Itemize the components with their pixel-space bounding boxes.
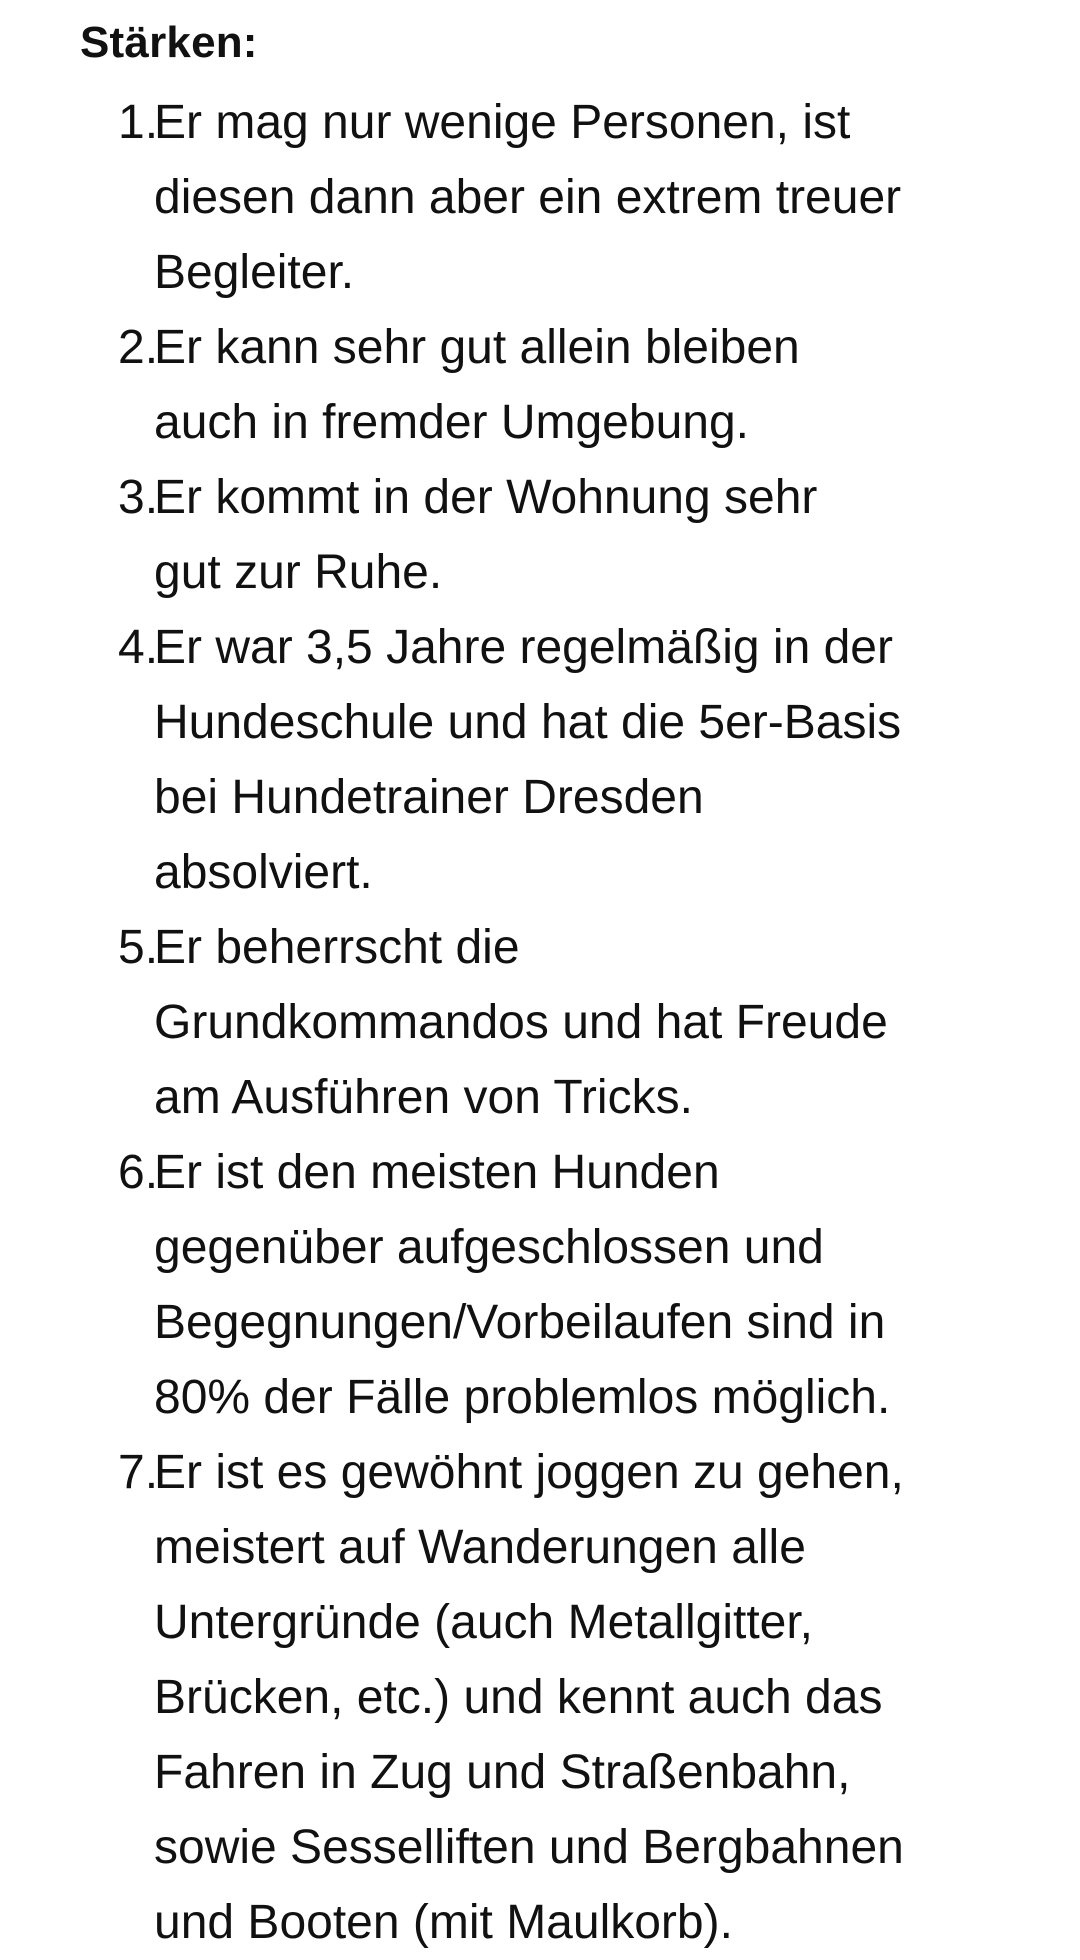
list-item xyxy=(0,460,1080,610)
list-item-text: Er kann sehr gut allein bleiben auch in fremder Umgebung. xyxy=(154,321,800,449)
list-item-number: 6. xyxy=(118,1146,159,1199)
list-item xyxy=(0,1135,1080,1435)
list-item-number: 4. xyxy=(118,621,159,674)
list-item xyxy=(0,85,1080,310)
list-item-number: 1. xyxy=(118,96,159,149)
list-item-text: Er mag nur wenige Personen, ist diesen dann aber ein extrem treuer Begleiter. xyxy=(154,96,902,299)
list-item-number: 5. xyxy=(118,921,159,974)
list-item-number: 7. xyxy=(118,1446,159,1499)
list-item xyxy=(0,310,1080,460)
list-item xyxy=(0,610,1080,910)
list-item-number: 3. xyxy=(118,471,159,524)
list-item-number: 2. xyxy=(118,321,159,374)
list-item-text: Er ist es gewöhnt joggen zu gehen, meistert auf Wanderungen alle Untergründe (auch Metallgitter, Brücken, etc.) und kennt auch das Fahren in Zug und Straßenbahn, sowie Sesselliften und Bergbahnen und Booten (mit Maulkorb). xyxy=(154,1446,904,1949)
list-item-text: Er beherrscht die Grundkommandos und hat Freude am Ausführen von Tricks. xyxy=(154,921,888,1124)
section-heading: Stärken: xyxy=(80,18,258,67)
list-item xyxy=(0,910,1080,1135)
list-item-text: Er war 3,5 Jahre regelmäßig in der Hundeschule und hat die 5er-Basis bei Hundetrainer Dresden absolviert. xyxy=(154,621,902,899)
list-item-text: Er ist den meisten Hunden gegenüber aufgeschlossen und Begegnungen/Vorbeilaufen sind in 80% der Fälle problemlos möglich. xyxy=(154,1146,891,1424)
list-item xyxy=(0,1435,1080,1960)
list-item-text: Er kommt in der Wohnung sehr gut zur Ruhe. xyxy=(154,471,818,599)
strengths-list xyxy=(0,85,1080,1960)
